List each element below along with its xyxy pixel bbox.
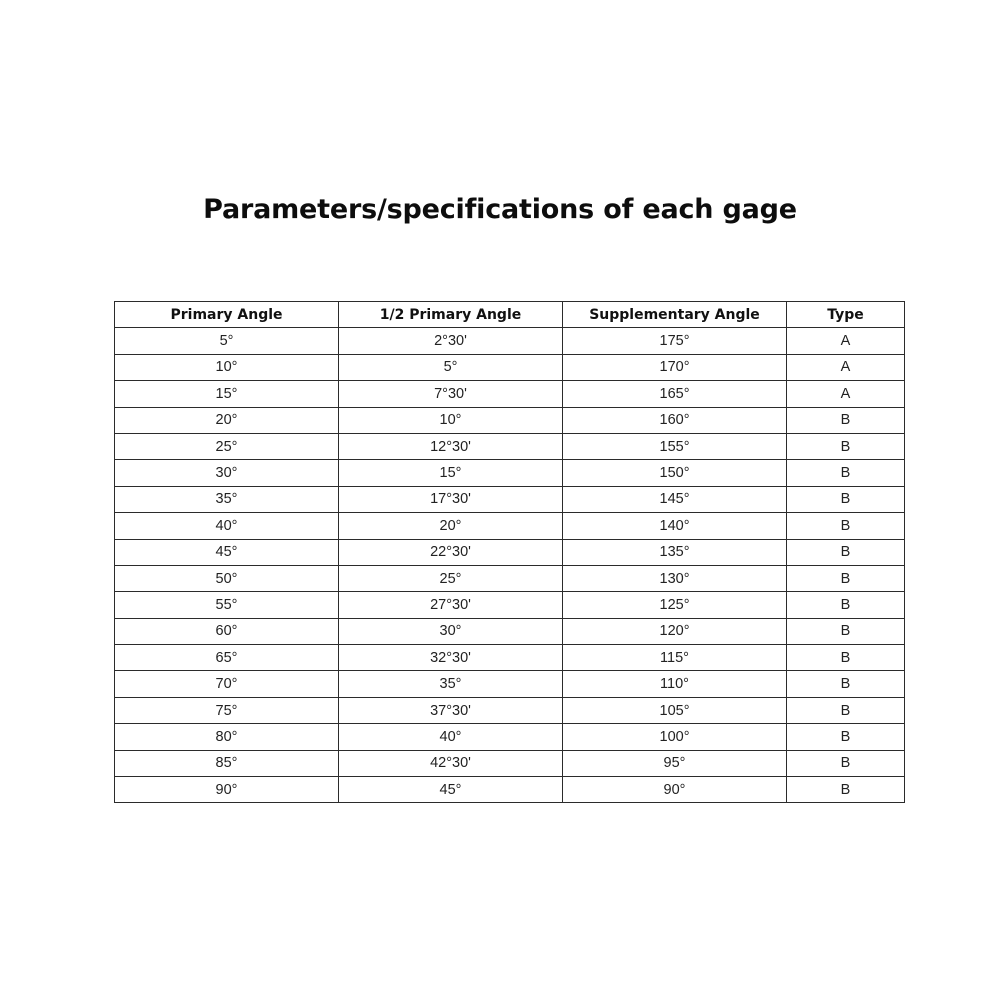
cell-supplementary-angle: 145°	[563, 486, 787, 512]
table-row	[115, 565, 905, 591]
table-row	[115, 486, 905, 512]
cell-primary-angle: 75°	[115, 697, 339, 723]
cell-half-primary-angle: 20°	[339, 513, 563, 539]
cell-primary-angle: 90°	[115, 777, 339, 803]
cell-half-primary-angle: 5°	[339, 354, 563, 380]
cell-type: B	[787, 539, 905, 565]
cell-half-primary-angle: 7°30'	[339, 381, 563, 407]
table-row	[115, 645, 905, 671]
cell-supplementary-angle: 165°	[563, 381, 787, 407]
cell-type: A	[787, 354, 905, 380]
cell-supplementary-angle: 170°	[563, 354, 787, 380]
table-row	[115, 407, 905, 433]
header-type: Type	[787, 302, 905, 328]
table-row	[115, 381, 905, 407]
header-half-primary-angle: 1/2 Primary Angle	[339, 302, 563, 328]
cell-primary-angle: 20°	[115, 407, 339, 433]
table-row	[115, 697, 905, 723]
cell-type: A	[787, 381, 905, 407]
table-row	[115, 750, 905, 776]
cell-type: B	[787, 671, 905, 697]
cell-primary-angle: 10°	[115, 354, 339, 380]
cell-primary-angle: 80°	[115, 724, 339, 750]
cell-half-primary-angle: 35°	[339, 671, 563, 697]
table-row	[115, 354, 905, 380]
cell-primary-angle: 35°	[115, 486, 339, 512]
cell-supplementary-angle: 100°	[563, 724, 787, 750]
cell-type: B	[787, 592, 905, 618]
cell-primary-angle: 50°	[115, 565, 339, 591]
cell-type: B	[787, 565, 905, 591]
cell-type: B	[787, 724, 905, 750]
cell-primary-angle: 65°	[115, 645, 339, 671]
table-row	[115, 433, 905, 459]
cell-primary-angle: 40°	[115, 513, 339, 539]
cell-half-primary-angle: 40°	[339, 724, 563, 750]
table-row	[115, 328, 905, 354]
cell-supplementary-angle: 160°	[563, 407, 787, 433]
cell-supplementary-angle: 140°	[563, 513, 787, 539]
cell-primary-angle: 70°	[115, 671, 339, 697]
cell-primary-angle: 15°	[115, 381, 339, 407]
table-row	[115, 724, 905, 750]
cell-supplementary-angle: 155°	[563, 433, 787, 459]
table-row	[115, 513, 905, 539]
cell-type: A	[787, 328, 905, 354]
cell-supplementary-angle: 115°	[563, 645, 787, 671]
spec-table	[114, 301, 905, 803]
cell-half-primary-angle: 42°30'	[339, 750, 563, 776]
table-row	[115, 460, 905, 486]
cell-supplementary-angle: 125°	[563, 592, 787, 618]
cell-half-primary-angle: 22°30'	[339, 539, 563, 565]
cell-type: B	[787, 618, 905, 644]
cell-primary-angle: 85°	[115, 750, 339, 776]
cell-half-primary-angle: 15°	[339, 460, 563, 486]
cell-half-primary-angle: 12°30'	[339, 433, 563, 459]
header-primary-angle: Primary Angle	[115, 302, 339, 328]
cell-type: B	[787, 697, 905, 723]
cell-supplementary-angle: 150°	[563, 460, 787, 486]
cell-supplementary-angle: 175°	[563, 328, 787, 354]
cell-supplementary-angle: 95°	[563, 750, 787, 776]
cell-supplementary-angle: 90°	[563, 777, 787, 803]
cell-half-primary-angle: 25°	[339, 565, 563, 591]
table-body	[115, 328, 905, 803]
table-row	[115, 592, 905, 618]
cell-supplementary-angle: 110°	[563, 671, 787, 697]
header-row	[115, 302, 905, 328]
cell-type: B	[787, 407, 905, 433]
cell-supplementary-angle: 135°	[563, 539, 787, 565]
cell-primary-angle: 55°	[115, 592, 339, 618]
table-row	[115, 777, 905, 803]
cell-supplementary-angle: 130°	[563, 565, 787, 591]
header-supplementary-angle: Supplementary Angle	[563, 302, 787, 328]
cell-type: B	[787, 645, 905, 671]
cell-primary-angle: 30°	[115, 460, 339, 486]
cell-half-primary-angle: 10°	[339, 407, 563, 433]
cell-half-primary-angle: 32°30'	[339, 645, 563, 671]
cell-half-primary-angle: 27°30'	[339, 592, 563, 618]
cell-type: B	[787, 486, 905, 512]
cell-type: B	[787, 750, 905, 776]
table-row	[115, 618, 905, 644]
cell-supplementary-angle: 105°	[563, 697, 787, 723]
cell-half-primary-angle: 45°	[339, 777, 563, 803]
table-header	[115, 302, 905, 328]
cell-type: B	[787, 513, 905, 539]
cell-type: B	[787, 777, 905, 803]
cell-primary-angle: 45°	[115, 539, 339, 565]
cell-half-primary-angle: 37°30'	[339, 697, 563, 723]
cell-half-primary-angle: 30°	[339, 618, 563, 644]
cell-primary-angle: 5°	[115, 328, 339, 354]
cell-primary-angle: 60°	[115, 618, 339, 644]
table-row	[115, 671, 905, 697]
cell-half-primary-angle: 2°30'	[339, 328, 563, 354]
page-title: Parameters/specifications of each gage	[203, 194, 797, 225]
cell-type: B	[787, 460, 905, 486]
cell-primary-angle: 25°	[115, 433, 339, 459]
cell-supplementary-angle: 120°	[563, 618, 787, 644]
table-row	[115, 539, 905, 565]
cell-type: B	[787, 433, 905, 459]
cell-half-primary-angle: 17°30'	[339, 486, 563, 512]
